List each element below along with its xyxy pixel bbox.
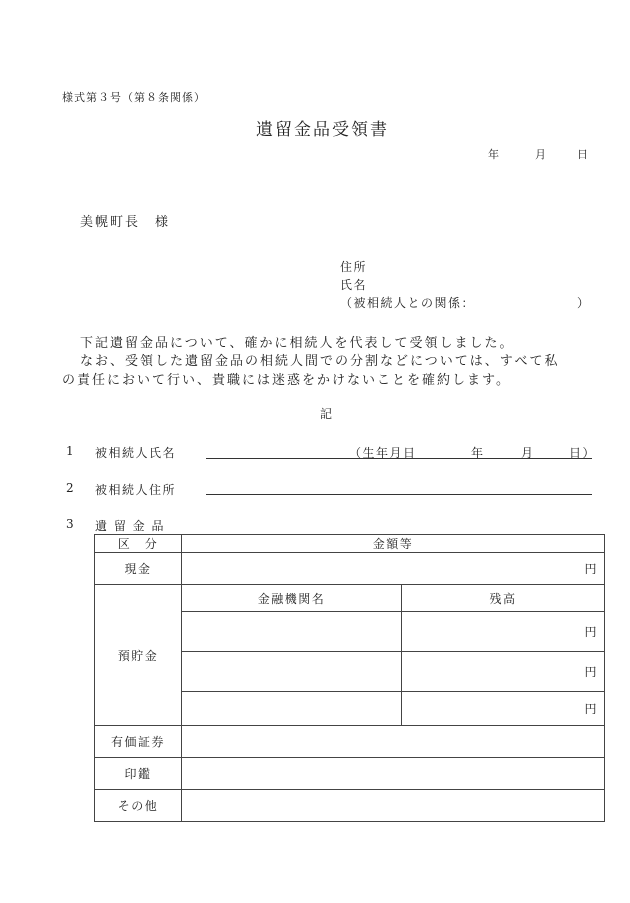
balance-yen: 円 <box>402 652 605 692</box>
recipient-name-label: 氏名 <box>340 278 368 292</box>
date-month-label: 月 <box>535 148 547 161</box>
cash-row <box>95 553 605 585</box>
ki-label: 記 <box>320 407 334 421</box>
remains-table <box>94 534 605 822</box>
recipient-address-label: 住所 <box>340 260 368 274</box>
item1-birth-month: 月 <box>521 446 535 460</box>
document-title: 遺留金品受領書 <box>256 120 389 140</box>
seal-cell <box>182 758 605 790</box>
item1-underline <box>206 458 592 459</box>
body-line-2: なお、受領した遺留金品の相続人間での分割などについては、すべて私 <box>80 354 560 369</box>
item1-label: 被相続人氏名 <box>95 446 177 460</box>
securities-cell <box>182 726 605 758</box>
body-line-1: 下記遺留金品について、確かに相続人を代表して受領しました。 <box>80 336 515 351</box>
other-row <box>95 790 605 822</box>
balance-yen: 円 <box>402 612 605 652</box>
item3-number: 3 <box>66 517 76 531</box>
item2-number: 2 <box>66 481 76 495</box>
securities-row <box>95 726 605 758</box>
item1-number: 1 <box>66 444 76 458</box>
recipient-relation-close: ） <box>577 296 591 310</box>
form-number-label: 様式第３号（第８条関係） <box>62 91 206 104</box>
item1-birth-label: （生年月日 <box>349 446 417 460</box>
deposit-header-row <box>95 585 605 612</box>
table-header-row <box>95 535 605 553</box>
bank-name-cell <box>182 692 402 726</box>
balance-header: 残高 <box>402 585 605 612</box>
seal-row <box>95 758 605 790</box>
item3-label: 遺 留 金 品 <box>95 519 165 533</box>
item2-underline <box>206 494 592 495</box>
other-cell <box>182 790 605 822</box>
addressee: 美幌町長 様 <box>80 215 171 230</box>
securities-label: 有価証券 <box>95 726 182 758</box>
seal-label: 印鑑 <box>95 758 182 790</box>
category-header: 区 分 <box>95 535 182 553</box>
item2-label: 被相続人住所 <box>95 483 177 497</box>
date-year-label: 年 <box>488 148 500 161</box>
bank-name-header: 金融機関名 <box>182 585 402 612</box>
balance-yen: 円 <box>402 692 605 726</box>
amount-header: 金額等 <box>182 535 605 553</box>
bank-name-cell <box>182 612 402 652</box>
item1-birth-day: 日） <box>569 446 597 460</box>
item1-birth-year: 年 <box>471 446 485 460</box>
cash-yen: 円 <box>182 553 605 585</box>
body-line-3: の責任において行い、貴職には迷惑をかけないことを確約します。 <box>62 373 511 388</box>
date-day-label: 日 <box>577 148 589 161</box>
bank-name-cell <box>182 652 402 692</box>
other-label: その他 <box>95 790 182 822</box>
cash-label: 現金 <box>95 553 182 585</box>
deposits-label: 預貯金 <box>95 585 182 726</box>
recipient-relation-label: （被相続人との関係： <box>340 296 476 310</box>
